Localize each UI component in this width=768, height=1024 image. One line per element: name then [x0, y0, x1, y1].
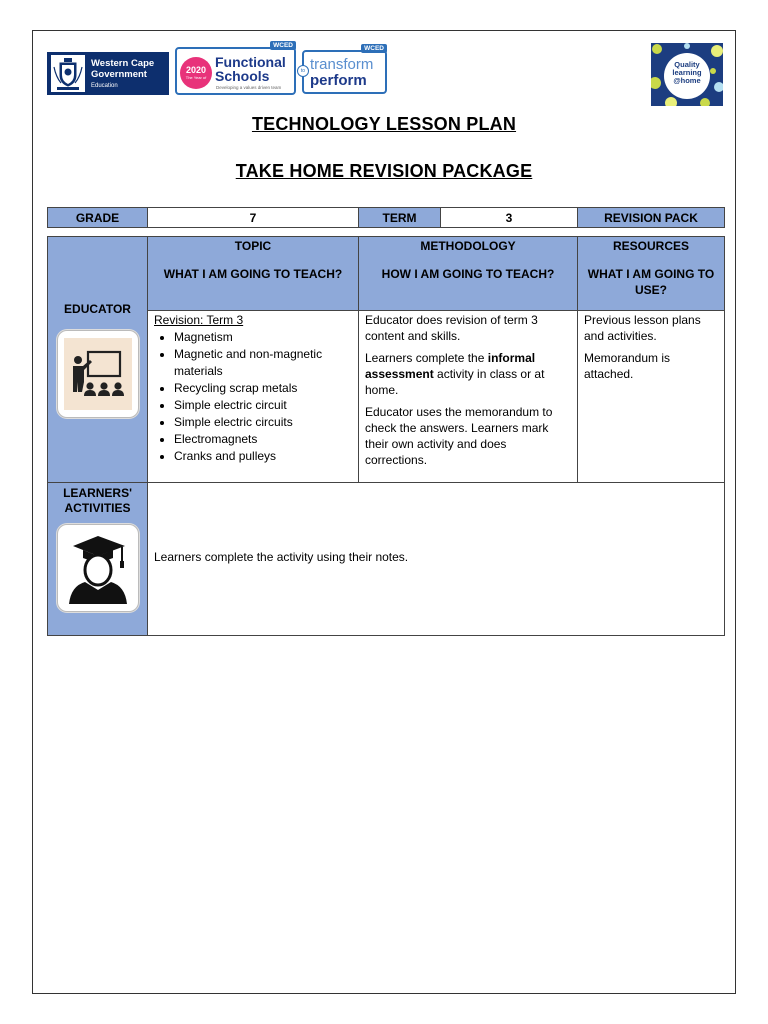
- topic-subtitle: WHAT I AM GOING TO TEACH?: [163, 267, 343, 281]
- wcg-line3: Education: [91, 83, 118, 89]
- topic-header: [148, 237, 359, 311]
- topic-title: TOPIC: [234, 239, 272, 253]
- list-item: • Magnetic and non-magnetic materials: [174, 346, 352, 380]
- tp-line1: transform: [310, 56, 374, 73]
- methodology-header: [359, 237, 578, 311]
- methodology-p2-end: activity in class or at home.: [365, 367, 545, 397]
- badge-year: 2020: [185, 65, 207, 75]
- methodology-p2: [365, 350, 571, 398]
- grade-value: 7: [148, 208, 359, 228]
- learners-activity-text: Learners complete the activity using their notes.: [154, 550, 409, 564]
- educator-cell: [48, 237, 148, 483]
- term-label: TERM: [359, 208, 441, 228]
- page-subtitle: TAKE HOME REVISION PACKAGE: [235, 161, 533, 181]
- methodology-title: METHODOLOGY: [420, 239, 516, 253]
- topic-list: [154, 329, 352, 465]
- learners-label: LEARNERS' ACTIVITIES: [63, 486, 132, 515]
- methodology-p2-start: Learners complete the: [365, 351, 488, 365]
- resources-content: [578, 311, 725, 483]
- term-value: 3: [441, 208, 578, 228]
- western-cape-government-logo: [47, 52, 169, 95]
- methodology-p3: Educator uses the memorandum to check the answers. Learners mark their own activity and does corrections.: [365, 405, 553, 467]
- grade-term-table: [47, 207, 725, 228]
- wcg-line1: Western Cape: [91, 58, 155, 69]
- functional-schools-logo: [175, 42, 296, 95]
- year-badge: [180, 57, 212, 89]
- transform-perform-logo: [302, 45, 387, 94]
- resources-title: RESOURCES: [612, 239, 689, 253]
- resources-p2: Memorandum is attached.: [584, 351, 671, 381]
- list-item: • Simple electric circuit: [174, 397, 352, 414]
- lesson-plan-table: [47, 236, 725, 636]
- ql-line2: learning: [672, 68, 702, 77]
- fs-line1: Functional: [215, 54, 286, 70]
- graduate-icon: [57, 524, 139, 612]
- wcg-line2: Government: [91, 69, 147, 80]
- page-title: TECHNOLOGY LESSON PLAN: [251, 114, 517, 134]
- badge-sub: The Year of: [185, 75, 207, 80]
- teacher-classroom-icon: [57, 330, 139, 418]
- methodology-content: [359, 311, 578, 483]
- resources-p1: Previous lesson plans and activities.: [584, 313, 701, 343]
- topic-content: [148, 311, 359, 483]
- quality-learning-home-logo: [651, 43, 723, 106]
- tp-line2: perform: [310, 72, 367, 89]
- list-item: • Magnetism: [174, 329, 352, 346]
- list-item: • Cranks and pulleys: [174, 448, 352, 465]
- resources-header: [578, 237, 725, 311]
- fs-line2: Schools: [215, 68, 270, 84]
- list-item: • Simple electric circuits: [174, 414, 352, 431]
- learners-cell: [48, 483, 148, 636]
- methodology-subtitle: HOW I AM GOING TO TEACH?: [381, 267, 555, 281]
- educator-label: EDUCATOR: [64, 301, 131, 316]
- list-item: • Recycling scrap metals: [174, 380, 352, 397]
- revision-pack-label: REVISION PACK: [578, 208, 725, 228]
- resources-subtitle: WHAT I AM GOING TO USE?: [587, 267, 715, 297]
- learners-activity-cell: [148, 483, 725, 636]
- list-item: • Electromagnets: [174, 431, 352, 448]
- to-connector: to: [297, 65, 309, 77]
- fs-tagline: Developing a values driven team: [216, 85, 282, 90]
- coat-of-arms-icon: [51, 55, 85, 92]
- wced-tag: WCED: [270, 41, 296, 50]
- ql-line1: Quality: [674, 60, 700, 69]
- ql-line3: @home: [673, 76, 701, 85]
- topic-heading: Revision: Term 3: [154, 313, 244, 327]
- methodology-p1: Educator does revision of term 3 content and skills.: [365, 313, 538, 343]
- grade-label: GRADE: [48, 208, 148, 228]
- ql-badge: [664, 53, 710, 99]
- methodology-p2-bold: informal assessment: [365, 351, 536, 381]
- wced-tag: WCED: [361, 44, 387, 53]
